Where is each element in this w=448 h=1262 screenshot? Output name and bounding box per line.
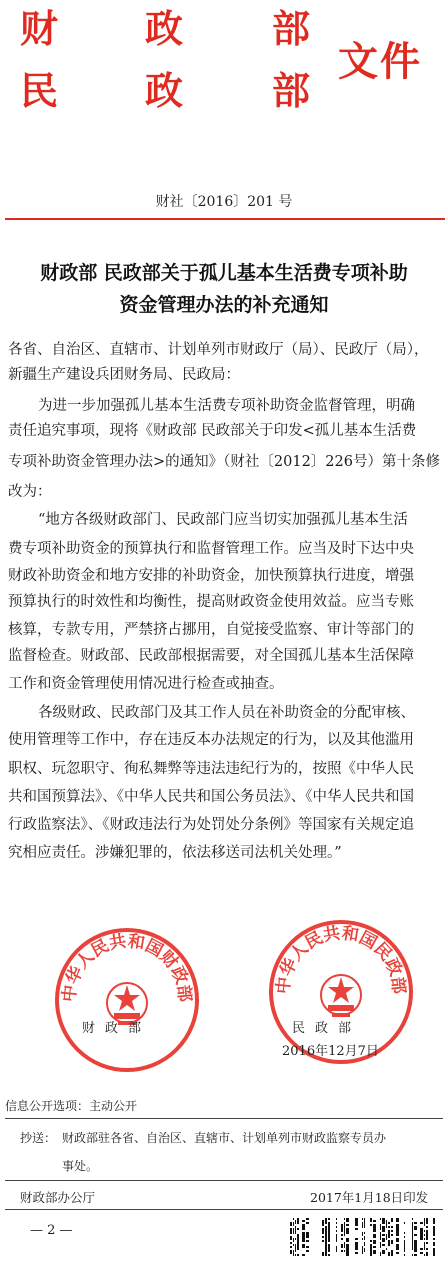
document-number: 财社〔2016〕201 号 (155, 194, 293, 210)
footer-rule (5, 1209, 443, 1210)
body-line: 共和国预算法》、《中华人民共和国公务员法》、《中华人民共和国 (8, 789, 414, 805)
national-emblem-icon (321, 975, 361, 1017)
header-wenjian: 文件 (338, 38, 422, 85)
body-line: “地方各级财政部门、民政部门应当切实加强孤儿基本生活 (38, 512, 408, 528)
document-title-line1: 财政部 民政部关于孤儿基本生活费专项补助 (40, 262, 408, 284)
page-number: — 2 — (30, 1223, 73, 1238)
body-line: 财政补助资金和地方安排的补助资金，加快预算执行进度，增强 (8, 568, 414, 584)
barcode-image (290, 1218, 438, 1256)
body-line: 专项补助资金管理办法>的通知》（财社〔2012〕226号）第十条修 (8, 454, 440, 470)
red-divider (5, 218, 445, 220)
cc-line: 事处。 (62, 1159, 99, 1173)
issue-date: 2017年1月18日印发 (310, 1190, 429, 1205)
seal-arc-text: 中华人民共和国财政部 (59, 931, 195, 1003)
body-line: 工作和资金管理使用情况进行检查或抽查。 (8, 676, 284, 692)
body-line: 使用管理等工作中，存在违反本办法规定的行为，以及其他滥用 (8, 732, 414, 748)
signing-date: 2016年12月7日 (282, 1044, 379, 1059)
body-line: 监督检查。财政部、民政部根据需要，对全国孤儿基本生活保障 (8, 648, 414, 664)
issuing-office: 财政部办公厅 (20, 1190, 96, 1205)
header-char: 政 (145, 68, 184, 113)
body-line: 行政监察法》、《财政违法行为处罚处分条例》等国家有关规定追 (8, 817, 414, 833)
header-char: 财 (20, 6, 59, 51)
header-char: 政 (145, 6, 184, 51)
body-line: 各级财政、民政部门及其工作人员在补助资金的分配审核、 (38, 705, 415, 721)
disclosure-option: 信息公开选项：主动公开 (5, 1099, 138, 1113)
body-line: 责任追究事项，现将《财政部 民政部关于印发<孤儿基本生活费 (8, 423, 417, 439)
cc-line: 财政部驻各省、自治区、直辖市、计划单列市财政监察专员办 (62, 1131, 387, 1145)
header-char: 民 (20, 68, 59, 113)
body-line: 核算，专款专用，严禁挤占挪用，自觉接受监察、审计等部门的 (8, 622, 414, 638)
cc-label: 抄送： (20, 1131, 57, 1145)
body-line: 费专项补助资金的预算执行和监督管理工作。应当及时下达中央 (8, 541, 414, 557)
body-line: 新疆生产建设兵团财务局、民政局： (8, 367, 240, 383)
body-line: 各省、自治区、直辖市、计划单列市财政厅（局）、民政厅（局）， (8, 342, 429, 358)
footer-rule (5, 1180, 443, 1181)
body-line: 预算执行的时效性和均衡性，提高财政资金使用效益。应当专账 (8, 594, 414, 610)
ministry-of-finance-seal (52, 925, 202, 1075)
footer-rule (5, 1118, 443, 1119)
body-line: 究相应责任。涉嫌犯罪的，依法移送司法机关处理。” (8, 845, 342, 861)
seal-label-finance: 财政部 (82, 1021, 152, 1036)
seal-arc-text: 中华人民共和国民政部 (273, 923, 409, 995)
seal-label-civil-affairs: 民政部 (292, 1021, 362, 1036)
header-char: 部 (272, 6, 311, 51)
header-char: 部 (272, 68, 311, 113)
body-line: 改为： (8, 484, 52, 500)
body-line: 为进一步加强孤儿基本生活费专项补助资金监督管理，明确 (38, 398, 415, 414)
body-line: 职权、玩忽职守、徇私舞弊等违法违纪行为的，按照《中华人民 (8, 761, 414, 777)
document-title-line2: 资金管理办法的补充通知 (119, 294, 329, 316)
